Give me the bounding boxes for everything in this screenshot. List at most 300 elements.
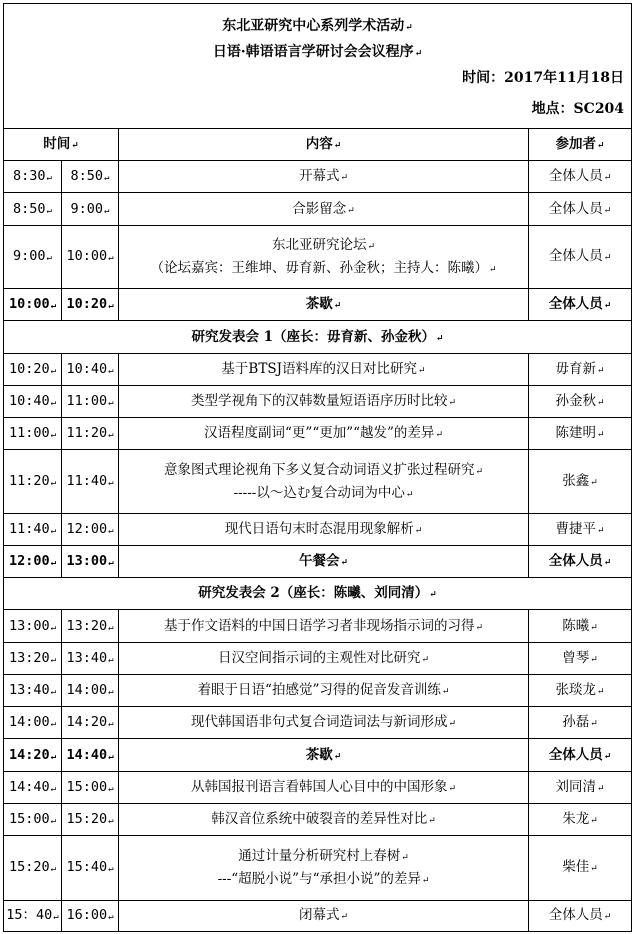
- start-time: 13:40: [8, 682, 50, 699]
- session-title-text: 着眼于日语“拍感觉”习得的促音发音训练: [197, 682, 441, 699]
- participant-cell: [529, 545, 632, 577]
- session-title: [119, 393, 528, 410]
- session-content-cell: [119, 707, 529, 739]
- paragraph-mark-icon: ↵: [108, 912, 114, 923]
- session-title: [119, 848, 528, 865]
- schedule-row: [4, 610, 632, 642]
- end-time: 11:00: [66, 392, 108, 409]
- participant: 陈建明: [555, 425, 596, 442]
- start-time-cell: [4, 739, 62, 771]
- session-content-cell: [119, 385, 529, 417]
- paragraph-mark-icon: ↵: [50, 816, 57, 827]
- session-title-text: 基于BTSJ语料库的汉日对比研究: [221, 360, 418, 377]
- end-time-cell: [62, 161, 119, 193]
- start-time-cell: [4, 545, 62, 577]
- session-title: [119, 811, 528, 828]
- session-title: [119, 682, 528, 699]
- session-content-cell: [119, 193, 529, 225]
- time-column-header: 时间↵: [4, 128, 119, 160]
- paragraph-mark-icon: ↵: [50, 687, 57, 698]
- participant-cell: [529, 674, 632, 706]
- paragraph-mark-icon: ↵: [50, 525, 57, 536]
- participant-cell: [529, 610, 632, 642]
- section-row: [4, 578, 632, 610]
- start-time-cell: [4, 385, 62, 417]
- session-title: [119, 361, 528, 378]
- paragraph-mark-icon: ↵: [108, 751, 114, 762]
- paragraph-mark-icon: ↵: [603, 558, 612, 569]
- paragraph-mark-icon: ↵: [421, 875, 430, 886]
- participant: 陈曦: [562, 617, 590, 634]
- end-time-cell: [62, 707, 119, 739]
- participant-cell: [529, 225, 632, 288]
- participant-cell: [529, 418, 632, 450]
- program-table: [3, 3, 632, 932]
- paragraph-mark-icon: ↵: [104, 173, 110, 184]
- paragraph-mark-icon: ↵: [108, 478, 114, 489]
- paragraph-mark-icon: ↵: [475, 622, 484, 633]
- section-title: 研究发表会 2（座长：陈曦、刘同清）: [198, 585, 429, 602]
- end-time: 10:00: [66, 248, 108, 265]
- session-title-text: 东北亚研究论坛: [271, 237, 367, 253]
- session-subtitle-text: -----以～込む复合动词为中心: [233, 484, 405, 501]
- paragraph-mark-icon: ↵: [603, 751, 612, 762]
- start-time: 15:00: [8, 811, 50, 828]
- end-time: 14:00: [66, 682, 108, 699]
- session-title: [119, 237, 528, 254]
- session-content-cell: [119, 545, 529, 577]
- start-time: 8:50: [13, 200, 46, 217]
- participant-cell: [529, 739, 632, 771]
- end-time: 13:40: [66, 649, 108, 666]
- start-time-cell: [4, 353, 62, 385]
- session-title: [119, 425, 528, 442]
- paragraph-mark-icon: ↵: [428, 816, 436, 827]
- paragraph-mark-icon: ↵: [590, 622, 598, 633]
- session-title-text: 合影留念: [292, 200, 347, 217]
- schedule-body: [4, 161, 632, 932]
- paragraph-mark-icon: ↵: [333, 141, 342, 152]
- session-subtitle: [119, 485, 528, 502]
- participant: 曾琴: [562, 649, 590, 666]
- paragraph-mark-icon: ↵: [488, 264, 497, 275]
- start-time: 12:00: [8, 553, 50, 570]
- session-content-cell: [119, 642, 529, 674]
- session-content-cell: [119, 674, 529, 706]
- end-time-cell: [62, 803, 119, 835]
- schedule-row: [4, 707, 632, 739]
- session-content-cell: [119, 418, 529, 450]
- participant-cell: [529, 385, 632, 417]
- start-time: 13:20: [8, 649, 50, 666]
- paragraph-mark-icon: ↵: [597, 141, 605, 152]
- end-time-cell: [62, 900, 119, 931]
- paragraph-mark-icon: ↵: [340, 173, 349, 184]
- participant: 全体人员: [548, 200, 603, 217]
- paragraph-mark-icon: ↵: [448, 719, 457, 730]
- paragraph-mark-icon: ↵: [46, 205, 52, 216]
- session-content-cell: [119, 450, 529, 513]
- start-time-cell: [4, 289, 62, 321]
- participant: 孙磊: [562, 714, 590, 731]
- participant: 张鑫: [562, 473, 590, 490]
- session-content-cell: [119, 771, 529, 803]
- place-line: 地点：SC204: [531, 100, 625, 117]
- program-title: 日语·韩语语言学研讨会会议程序↵: [212, 43, 423, 60]
- paragraph-mark-icon: ↵: [108, 864, 114, 875]
- schedule-row: [4, 836, 632, 900]
- paragraph-mark-icon: ↵: [414, 525, 423, 536]
- paragraph-mark-icon: ↵: [401, 852, 409, 863]
- start-time: 9:00: [13, 248, 46, 265]
- end-time: 14:40: [66, 746, 108, 763]
- session-title: [119, 168, 528, 185]
- paragraph-mark-icon: ↵: [53, 912, 59, 923]
- start-time: 10:00: [8, 296, 50, 313]
- end-time-cell: [62, 771, 119, 803]
- participant-cell: [529, 642, 632, 674]
- paragraph-mark-icon: ↵: [333, 751, 342, 762]
- paragraph-mark-icon: ↵: [108, 430, 114, 441]
- column-header-row: [4, 128, 632, 160]
- session-title: [119, 462, 528, 479]
- end-time-cell: [62, 225, 119, 288]
- schedule-row: [4, 674, 632, 706]
- session-title: [119, 521, 528, 538]
- paragraph-mark-icon: ↵: [414, 48, 423, 59]
- start-time: 10:40: [8, 392, 50, 409]
- content-column-header: 内容↵: [119, 128, 529, 160]
- session-title: [119, 650, 528, 667]
- paragraph-mark-icon: ↵: [603, 205, 612, 216]
- session-title-text: 通过计量分析研究村上春树: [238, 847, 401, 864]
- end-time: 15:00: [66, 778, 108, 795]
- participant: 柴佳: [562, 859, 590, 876]
- end-time-cell: [62, 289, 119, 321]
- start-time: 15:20: [8, 859, 50, 876]
- paragraph-mark-icon: ↵: [603, 253, 612, 264]
- schedule-row: [4, 450, 632, 513]
- start-time: 8:30: [13, 168, 46, 185]
- participant: 全体人员: [548, 168, 603, 185]
- paragraph-mark-icon: ↵: [597, 397, 605, 408]
- date-line: 时间：2017年11月18日: [462, 70, 625, 87]
- end-time-cell: [62, 385, 119, 417]
- participant: 朱龙: [562, 811, 590, 828]
- section-row: [4, 321, 632, 353]
- participant: 毋育新: [555, 360, 596, 377]
- start-time: 11:00: [8, 425, 50, 442]
- header-row: [4, 4, 632, 129]
- session-subtitle-text: （论坛嘉宾：王维坤、毋育新、孙金秋；主持人：陈曦）: [150, 259, 488, 276]
- session-title-text: 日汉空间指示词的主观性对比研究: [217, 649, 421, 666]
- session-title: [119, 747, 528, 764]
- header-cell: [4, 4, 632, 129]
- start-time-cell: [4, 900, 62, 931]
- schedule-row: [4, 739, 632, 771]
- paragraph-mark-icon: ↵: [340, 912, 349, 923]
- paragraph-mark-icon: ↵: [108, 365, 114, 376]
- session-content-cell: [119, 289, 529, 321]
- schedule-row: [4, 545, 632, 577]
- end-time: 9:00: [70, 200, 104, 217]
- start-time-cell: [4, 610, 62, 642]
- paragraph-mark-icon: ↵: [50, 654, 57, 665]
- end-time-cell: [62, 353, 119, 385]
- start-time: 14:40: [8, 778, 50, 795]
- start-time: 10:20: [8, 360, 50, 377]
- session-title: [119, 296, 528, 313]
- session-title-text: 现代韩国语非句式复合词造词法与新词形成: [190, 714, 448, 731]
- end-time: 15:20: [66, 811, 108, 828]
- paragraph-mark-icon: ↵: [333, 301, 342, 312]
- schedule-row: [4, 900, 632, 931]
- paragraph-mark-icon: ↵: [50, 864, 57, 875]
- session-content-cell: [119, 513, 529, 545]
- section-title: 研究发表会 1（座长：毋育新、孙金秋）: [191, 328, 436, 345]
- session-content-cell: [119, 161, 529, 193]
- session-title: [119, 907, 528, 924]
- paragraph-mark-icon: ↵: [590, 654, 598, 665]
- paragraph-mark-icon: ↵: [367, 242, 376, 252]
- participant-cell: [529, 450, 632, 513]
- participants-column-header: 参加者↵: [529, 128, 632, 160]
- session-title: [119, 618, 528, 635]
- paragraph-mark-icon: ↵: [108, 253, 114, 264]
- paragraph-mark-icon: ↵: [71, 141, 79, 152]
- paragraph-mark-icon: ↵: [108, 719, 114, 730]
- session-subtitle: [119, 260, 528, 277]
- session-title-text: 茶歇: [305, 746, 333, 763]
- schedule-row: [4, 803, 632, 835]
- start-time: 14:00: [8, 714, 50, 731]
- end-time: 10:40: [66, 360, 108, 377]
- session-title-text: 意象图式理论视角下多义复合动词语义扩张过程研究: [163, 461, 475, 478]
- paragraph-mark-icon: ↵: [441, 687, 450, 698]
- start-time: 11:20: [8, 473, 50, 490]
- end-time-cell: [62, 836, 119, 900]
- schedule-row: [4, 771, 632, 803]
- end-time: 11:40: [66, 473, 108, 490]
- end-time-cell: [62, 642, 119, 674]
- section-title-cell: [4, 578, 632, 610]
- paragraph-mark-icon: ↵: [435, 430, 443, 441]
- participant-cell: [529, 771, 632, 803]
- schedule-row: [4, 353, 632, 385]
- start-time: 14:20: [8, 746, 50, 763]
- session-subtitle-text: ---“超脱小说”与“承担小说”的差异: [217, 870, 421, 887]
- paragraph-mark-icon: ↵: [50, 558, 57, 569]
- end-time-cell: [62, 193, 119, 225]
- start-time-cell: [4, 418, 62, 450]
- session-content-cell: [119, 836, 529, 900]
- session-title: [119, 714, 528, 731]
- paragraph-mark-icon: ↵: [50, 430, 57, 441]
- end-time: 10:20: [66, 296, 108, 313]
- paragraph-mark-icon: ↵: [590, 816, 598, 827]
- paragraph-mark-icon: ↵: [50, 719, 57, 730]
- paragraph-mark-icon: ↵: [597, 430, 605, 441]
- session-content-cell: [119, 353, 529, 385]
- paragraph-mark-icon: ↵: [436, 333, 444, 344]
- paragraph-mark-icon: ↵: [108, 687, 114, 698]
- session-title-text: 类型学视角下的汉韩数量短语语序历时比较: [190, 392, 448, 409]
- session-title: [119, 201, 528, 218]
- paragraph-mark-icon: ↵: [429, 590, 437, 601]
- end-time-cell: [62, 610, 119, 642]
- session-title-text: 基于作文语料的中国日语学习者非现场指示词的习得: [163, 617, 475, 634]
- schedule-row: [4, 161, 632, 193]
- end-time: 15:40: [66, 859, 108, 876]
- session-title-text: 茶歇: [305, 296, 333, 313]
- start-time-cell: [4, 450, 62, 513]
- start-time-cell: [4, 674, 62, 706]
- session-title: [119, 553, 528, 570]
- paragraph-mark-icon: ↵: [590, 478, 598, 489]
- session-content-cell: [119, 900, 529, 931]
- end-time-cell: [62, 739, 119, 771]
- start-time-cell: [4, 513, 62, 545]
- paragraph-mark-icon: ↵: [104, 205, 110, 216]
- participant-cell: [529, 836, 632, 900]
- participant-cell: [529, 707, 632, 739]
- paragraph-mark-icon: ↵: [50, 301, 57, 312]
- paragraph-mark-icon: ↵: [50, 397, 57, 408]
- paragraph-mark-icon: ↵: [475, 466, 484, 477]
- start-time-cell: [4, 193, 62, 225]
- session-title-text: 午餐会: [298, 553, 340, 570]
- session-title-text: 闭幕式: [298, 907, 340, 924]
- paragraph-mark-icon: ↵: [108, 558, 114, 569]
- end-time-cell: [62, 674, 119, 706]
- end-time: 13:00: [66, 553, 108, 570]
- event-series-title: 东北亚研究中心系列学术活动↵: [222, 18, 413, 35]
- start-time: 11:40: [8, 520, 50, 537]
- participant: 全体人员: [548, 248, 603, 265]
- paragraph-mark-icon: ↵: [597, 687, 605, 698]
- paragraph-mark-icon: ↵: [405, 23, 413, 34]
- end-time-cell: [62, 450, 119, 513]
- participant: 全体人员: [548, 296, 603, 313]
- end-time: 12:00: [66, 520, 108, 537]
- paragraph-mark-icon: ↵: [597, 525, 605, 536]
- paragraph-mark-icon: ↵: [50, 478, 57, 489]
- paragraph-mark-icon: ↵: [108, 816, 114, 827]
- participant: 全体人员: [548, 746, 603, 763]
- paragraph-mark-icon: ↵: [448, 397, 457, 408]
- paragraph-mark-icon: ↵: [108, 622, 114, 633]
- paragraph-mark-icon: ↵: [347, 205, 355, 216]
- start-time-cell: [4, 642, 62, 674]
- paragraph-mark-icon: ↵: [405, 489, 414, 500]
- paragraph-mark-icon: ↵: [590, 719, 598, 730]
- end-time-cell: [62, 545, 119, 577]
- session-title-text: 开幕式: [298, 168, 340, 185]
- participant: 全体人员: [548, 907, 603, 924]
- session-title: [119, 779, 528, 796]
- participant-cell: [529, 193, 632, 225]
- schedule-row: [4, 642, 632, 674]
- session-content-cell: [119, 739, 529, 771]
- participant-cell: [529, 161, 632, 193]
- session-title-text: 汉语程度副词“更”“更加”“越发”的差异: [204, 425, 435, 442]
- paragraph-mark-icon: ↵: [448, 783, 457, 794]
- start-time-cell: [4, 803, 62, 835]
- section-title-cell: [4, 321, 632, 353]
- paragraph-mark-icon: ↵: [46, 173, 52, 184]
- session-content-cell: [119, 225, 529, 288]
- end-time: 14:20: [66, 714, 108, 731]
- start-time-cell: [4, 225, 62, 288]
- end-time-cell: [62, 418, 119, 450]
- participant-cell: [529, 513, 632, 545]
- start-time-cell: [4, 836, 62, 900]
- participant: 孙金秋: [555, 392, 596, 409]
- start-time-cell: [4, 707, 62, 739]
- paragraph-mark-icon: ↵: [50, 783, 57, 794]
- end-time: 11:20: [66, 425, 108, 442]
- paragraph-mark-icon: ↵: [50, 622, 57, 633]
- end-time: 8:50: [70, 168, 104, 185]
- paragraph-mark-icon: ↵: [108, 654, 114, 665]
- schedule-row: [4, 193, 632, 225]
- end-time: 16:00: [66, 907, 108, 924]
- participant: 曹捷平: [555, 520, 596, 537]
- paragraph-mark-icon: ↵: [597, 783, 605, 794]
- participant-cell: [529, 803, 632, 835]
- paragraph-mark-icon: ↵: [108, 525, 114, 536]
- start-time-cell: [4, 771, 62, 803]
- participant-cell: [529, 900, 632, 931]
- start-time: 15：40: [6, 907, 53, 924]
- start-time-cell: [4, 161, 62, 193]
- end-time: 13:20: [66, 617, 108, 634]
- participant-cell: [529, 353, 632, 385]
- paragraph-mark-icon: ↵: [340, 558, 349, 569]
- end-time-cell: [62, 513, 119, 545]
- paragraph-mark-icon: ↵: [590, 864, 598, 875]
- paragraph-mark-icon: ↵: [108, 397, 114, 408]
- paragraph-mark-icon: ↵: [603, 301, 612, 312]
- paragraph-mark-icon: ↵: [597, 365, 605, 376]
- schedule-row: [4, 225, 632, 288]
- schedule-row: [4, 418, 632, 450]
- paragraph-mark-icon: ↵: [418, 365, 426, 376]
- paragraph-mark-icon: ↵: [603, 912, 612, 923]
- participant: 全体人员: [548, 553, 603, 570]
- session-content-cell: [119, 803, 529, 835]
- schedule-row: [4, 289, 632, 321]
- participant: 刘同清: [555, 778, 596, 795]
- schedule-row: [4, 385, 632, 417]
- session-subtitle: [119, 871, 528, 888]
- start-time: 13:00: [8, 617, 50, 634]
- paragraph-mark-icon: ↵: [46, 253, 52, 264]
- participant: 张琰龙: [555, 682, 596, 699]
- paragraph-mark-icon: ↵: [603, 173, 612, 184]
- paragraph-mark-icon: ↵: [50, 365, 57, 376]
- schedule-row: [4, 513, 632, 545]
- paragraph-mark-icon: ↵: [50, 751, 57, 762]
- participant-cell: [529, 289, 632, 321]
- paragraph-mark-icon: ↵: [108, 783, 114, 794]
- paragraph-mark-icon: ↵: [108, 301, 114, 312]
- session-content-cell: [119, 610, 529, 642]
- paragraph-mark-icon: ↵: [421, 654, 430, 665]
- session-title-text: 从韩国报刊语言看韩国人心目中的中国形象: [190, 778, 448, 795]
- session-title-text: 韩汉音位系统中破裂音的差异性对比: [211, 811, 428, 828]
- session-title-text: 现代日语句末时态混用现象解析: [224, 520, 414, 537]
